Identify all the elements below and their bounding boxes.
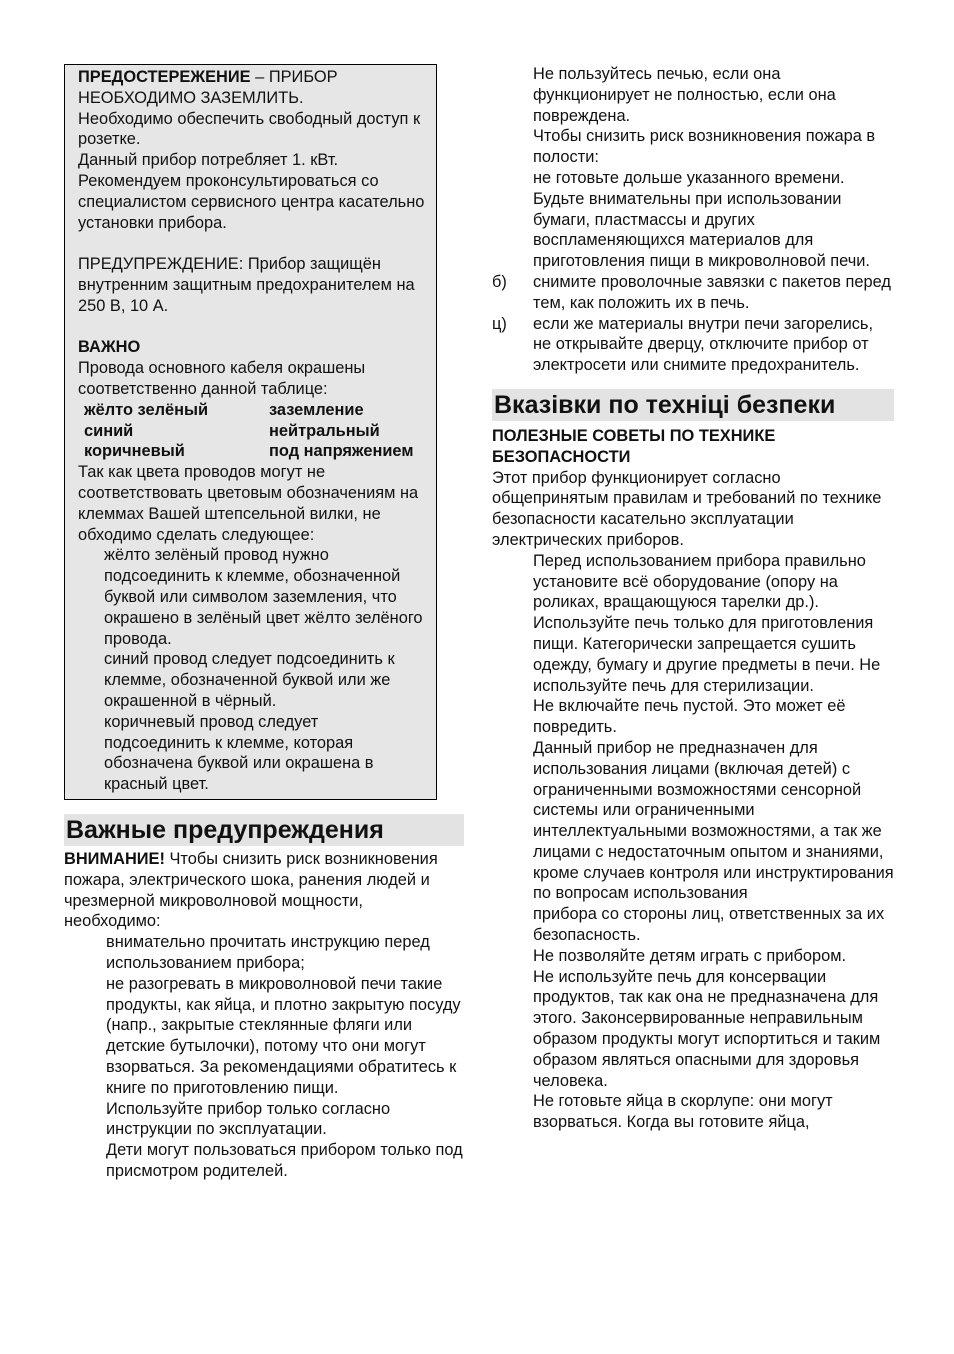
intro-note: Не пользуйтесь печью, если она функционирует не полностью, если она повреждена. <box>533 65 836 125</box>
safety-tip: Не готовьте яйца в скорлупе: они могут взорваться. Когда вы готовите яйца, <box>533 1092 833 1132</box>
wire-role: нейтральный <box>269 421 380 440</box>
wiring-step: синий провод следует подсоединить к клемме, обозначенной буквой или же окрашенной в чёрный. <box>104 650 395 710</box>
warning-box <box>64 64 437 800</box>
wire-color: жёлто зелёный <box>84 400 209 419</box>
section-heading: Важные предупреждения <box>64 814 464 846</box>
grounding-warning <box>78 67 426 109</box>
warning-item: Используйте прибор только согласно инструкции по эксплуатации. <box>106 1099 391 1139</box>
section-subtitle: ПОЛЕЗНЫЕ СОВЕТЫ ПО ТЕХНИКЕ БЕЗОПАСНОСТИ <box>492 426 776 466</box>
safety-tip: Не используйте печь для консервации продуктов, так как она не предназначена для этого. Законсервированные неправильным образом продукты могут испортиться и таким образом являться опасными для здоровья человека. <box>533 967 881 1090</box>
warning-text: – ПРИБОР НЕОБХОДИМО ЗАЗЕМЛИТЬ. <box>78 68 338 107</box>
fire-risk-note: Чтобы снизить риск возникновения пожара в полости: <box>533 127 876 167</box>
attention-label: ВНИМАНИЕ! <box>64 850 165 868</box>
wiring-step: жёлто зелёный провод нужно подсоединить к клемме, обозначенной буквой или символом заземления, что окрашено в зелёный цвет жёлто зелёного провода. <box>104 546 423 648</box>
right-column <box>492 64 894 1133</box>
list-item: если же материалы внутри печи загорелись, не открывайте дверцу, отключите прибор от электросети или снимите предохранитель. <box>533 314 874 375</box>
list-marker: ц) <box>492 314 507 333</box>
list-marker <box>492 168 533 272</box>
safety-tip: Используйте печь только для приготовления пищи. Категорически запрещается сушить одежду, бумагу и другие предметы в печи. Не используйте печь для стерилизации. <box>533 614 881 695</box>
general-note: Этот прибор функционирует согласно общепринятым правилам и требований по технике безопасности касательно эксплуатации электрических приборов. <box>492 468 882 549</box>
consult-note: Рекомендуем проконсультироваться со специалистом сервисного центра касательно установки прибора. <box>78 171 425 232</box>
wire-color: синий <box>84 421 134 440</box>
warning-title: ПРЕДОСТЕРЕЖЕНИЕ <box>78 68 251 86</box>
attention-paragraph <box>64 849 464 932</box>
wire-role: под напряжением <box>269 442 414 461</box>
wire-color: коричневый <box>84 442 185 461</box>
safety-tip: Не включайте печь пустой. Это может её повредить. <box>533 697 846 737</box>
important-text: Провода основного кабеля окрашены соответственно данной таблице: <box>78 359 366 398</box>
important-title: ВАЖНО <box>78 338 141 357</box>
safety-tip: Данный прибор не предназначен для использования лицами (включая детей) с ограниченными возможностями сенсорной системы или ограниченными интеллектуальными возможностями, а так же лицами с недостаточным опытом и знаниями, кроме случаев контроля или инструктирования по вопросам использования <box>533 738 894 903</box>
warning-item: не разогревать в микроволновой печи такие продукты, как яйца, и плотно закрытую посуду (напр., закрытые стеклянные фляги или детские бутылочки), потому что они могут взорваться. За рекомендациями обратитесь к книге по приготовлению пищи. <box>106 974 461 1097</box>
power-note: Данный прибор потребляет 1. кВт. <box>78 151 339 170</box>
mismatch-note: Так как цвета проводов могут не соответствовать цветовым обозначениям на клеммах Вашей штепсельной вилки, не обходимо сделать следующее: <box>78 463 419 544</box>
list-item: не готовьте дольше указанного времени. Будьте внимательны при использовании бумаги, пластмассы и других воспламеняющихся материалов для приготовления пищи в микроволновой печи. <box>533 168 870 271</box>
safety-tip: прибора со стороны лиц, ответственных за их безопасность. <box>533 905 885 945</box>
wiring-step: коричневый провод следует подсоединить к клемме, которая обозначена буквой или окрашена в красный цвет. <box>104 712 374 794</box>
section-heading: Вказівки по техніці безпеки <box>492 389 894 421</box>
wire-color-table <box>78 400 426 462</box>
warning-item: Дети могут пользоваться прибором только под присмотром родителей. <box>106 1141 463 1180</box>
fire-risk-list <box>492 168 894 376</box>
warning-item: внимательно прочитать инструкцию перед использованием прибора; <box>106 933 430 972</box>
access-note: Необходимо обеспечить свободный доступ к розетке. <box>78 109 421 149</box>
attention-text: Чтобы снизить риск возникновения пожара, электрического шока, ранения людей и чрезмерной микроволновой мощности, необходимо: <box>64 850 438 931</box>
left-column <box>64 64 464 1182</box>
safety-tip: Не позволяйте детям играть с прибором. <box>533 946 847 965</box>
wire-role: заземление <box>269 400 364 419</box>
fuse-note: ПРЕДУПРЕЖДЕНИЕ: Прибор защищён внутренним защитным предохранителем на 250 В, 10 А. <box>78 255 415 315</box>
safety-tip: Перед использованием прибора правильно установите всё оборудование (опору на роликах, вращающуюся тарелки др.). <box>533 551 866 612</box>
list-item: снимите проволочные завязки с пакетов перед тем, как положить их в печь. <box>533 272 891 312</box>
list-marker: б) <box>492 272 507 291</box>
